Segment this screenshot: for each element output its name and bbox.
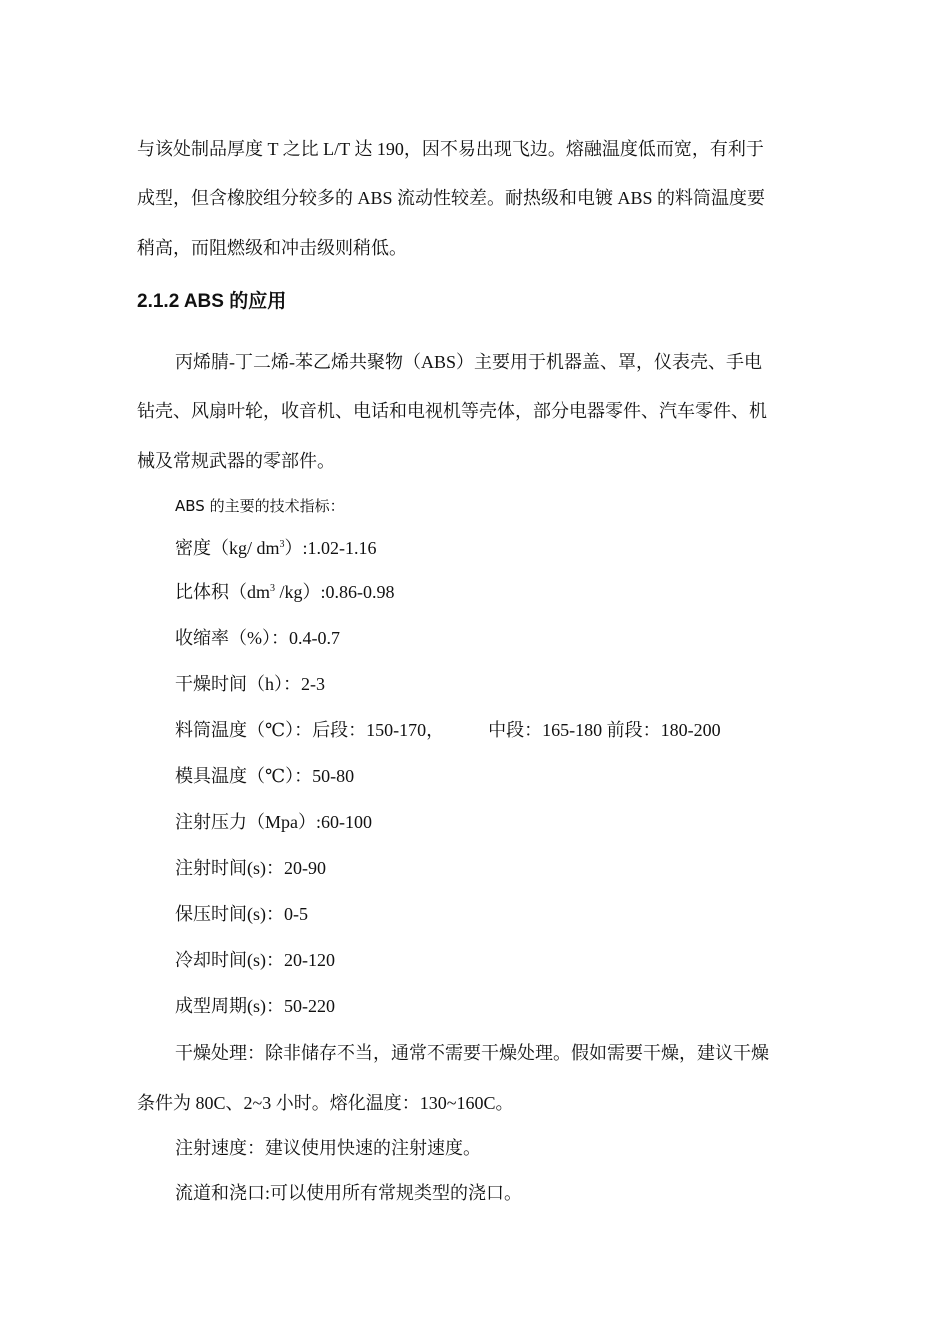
runner-gate-note: 流道和浇口:可以使用所有常规类型的浇口。 [175, 1183, 522, 1203]
spec-injection-time: 注射时间(s)：20-90 [175, 858, 326, 878]
spec-density-value: ）:1.02-1.16 [284, 538, 377, 558]
section-heading: 2.1.2 ABS 的应用 [137, 291, 287, 312]
spec-barrel-temp [175, 718, 721, 742]
spec-specific-volume-value: /kg）:0.86-0.98 [275, 582, 395, 602]
paragraph-line: 干燥处理：除非储存不当，通常不需要干燥处理。假如需要干燥，建议干燥 [175, 1043, 769, 1063]
spec-title: ABS 的主要的技术指标： [175, 497, 345, 515]
paragraph-line: 钻壳、风扇叶轮，收音机、电话和电视机等壳体，部分电器零件、汽车零件、机 [137, 401, 767, 421]
injection-speed-note: 注射速度：建议使用快速的注射速度。 [175, 1138, 481, 1158]
spec-cycle-time: 成型周期(s)：50-220 [175, 996, 335, 1016]
paragraph-line: 与该处制品厚度 T 之比 L/T 达 190，因不易出现飞边。熔融温度低而宽，有利于 [137, 139, 764, 159]
spec-specific-volume-sup: 3 [270, 583, 276, 594]
spec-specific-volume [175, 580, 395, 604]
spec-density-label: 密度（kg/ dm [175, 538, 280, 558]
spec-drying-time: 干燥时间（h）：2-3 [175, 674, 325, 694]
paragraph-line: 条件为 80C、2~3 小时。熔化温度：130~160C。 [137, 1093, 514, 1113]
paragraph-line: 丙烯腈-丁二烯-苯乙烯共聚物（ABS）主要用于机器盖、罩，仪表壳、手电 [175, 352, 763, 372]
spec-specific-volume-label: 比体积（dm [175, 582, 271, 602]
spec-mold-temp: 模具温度（℃）：50-80 [175, 766, 355, 786]
spec-shrinkage: 收缩率（%）：0.4-0.7 [175, 628, 340, 648]
spec-density [175, 536, 377, 560]
spec-barrel-temp-mid-front: 中段：165-180 前段：180-200 [488, 720, 721, 740]
paragraph-line: 成型，但含橡胶组分较多的 ABS 流动性较差。耐热级和电镀 ABS 的料筒温度要 [137, 188, 766, 208]
spec-injection-pressure: 注射压力（Mpa）:60-100 [175, 812, 372, 832]
spec-density-sup: 3 [279, 539, 285, 550]
paragraph-line: 械及常规武器的零部件。 [137, 451, 335, 471]
paragraph-line: 稍高，而阻燃级和冲击级则稍低。 [137, 238, 407, 258]
spec-holding-time: 保压时间(s)：0-5 [175, 904, 308, 924]
spec-barrel-temp-rear: 料筒温度（℃）：后段：150-170， [175, 720, 445, 740]
spec-cooling-time: 冷却时间(s)：20-120 [175, 950, 335, 970]
